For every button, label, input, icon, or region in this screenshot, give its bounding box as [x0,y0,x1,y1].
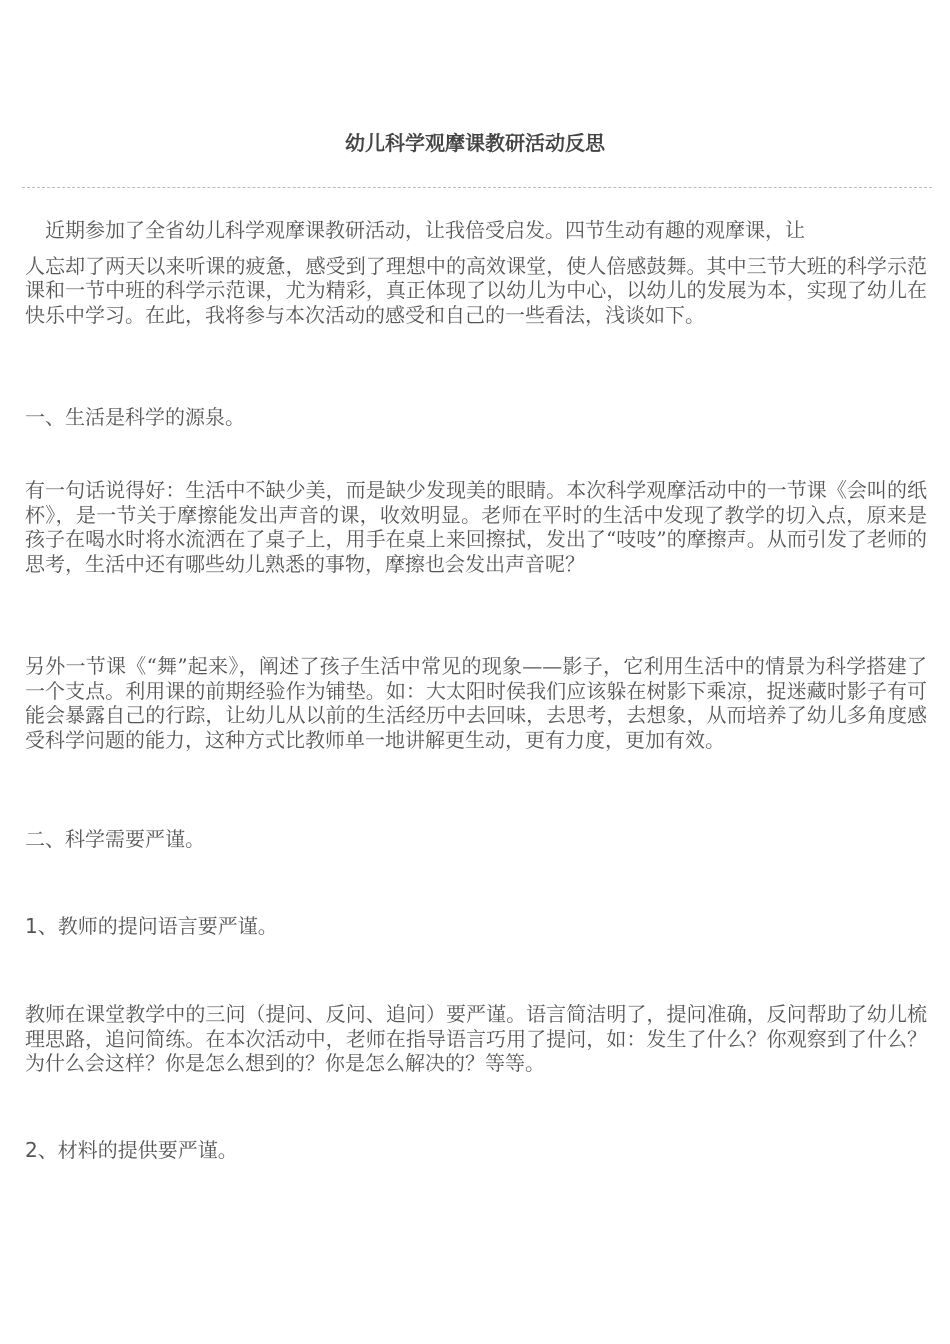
document-title: 幼儿科学观摩课教研活动反思 [345,131,605,155]
intro-first-line: 近期参加了全省幼儿科学观摩课教研活动，让我倍受启发。四节生动有趣的观摩课，让 [45,218,805,242]
section-heading-2: 二、科学需要严谨。 [25,827,205,851]
subheading-questioning: 1、教师的提问语言要严谨。 [25,914,278,938]
paragraph-paper-cup: 有一句话说得好：生活中不缺少美，而是缺少发现美的眼睛。本次科学观摩活动中的一节课《会叫的纸杯》，是一节关于摩擦能发出声音的课，收效明显。老师在平时的生活中发现了教学的切入点，原来是孩子在喝水时将水流洒在了桌子上，用手在桌上来回擦拭，发出了“吱吱”的摩擦声。从而引发了老师的思考，生活中还有哪些幼儿熟悉的事物，摩擦也会发出声音呢？ [25,478,927,576]
subheading-materials: 2、材料的提供要严谨。 [25,1138,238,1162]
intro-body: 人忘却了两天以来听课的疲惫，感受到了理想中的高效课堂，使人倍感鼓舞。其中三节大班的科学示范课和一节中班的科学示范课，尤为精彩，真正体现了以幼儿为中心，以幼儿的发展为本，实现了幼儿在快乐中学习。在此，我将参与本次活动的感受和自己的一些看法，浅谈如下。 [25,253,927,327]
intro-paragraph [25,218,927,327]
title-divider [22,187,932,188]
section-heading-1: 一、生活是科学的源泉。 [25,405,245,429]
paragraph-shadow-dance: 另外一节课《“舞”起来》，阐述了孩子生活中常见的现象——影子，它利用生活中的情景为科学搭建了一个支点。利用课的前期经验作为铺垫。如：大太阳时侯我们应该躲在树影下乘凉，捉迷藏时影子有可能会暴露自己的行踪，让幼儿从以前的生活经历中去回味，去思考，去想象，从而培养了幼儿多角度感受科学问题的能力，这种方式比教师单一地讲解更生动，更有力度，更加有效。 [25,654,927,752]
paragraph-questioning: 教师在课堂教学中的三问（提问、反问、追问）要严谨。语言简洁明了，提问准确，反问帮助了幼儿梳理思路，追问简练。在本次活动中，老师在指导语言巧用了提问，如：发生了什么？你观察到了什么？为什么会这样？你是怎么想到的？你是怎么解决的？等等。 [25,1002,927,1075]
